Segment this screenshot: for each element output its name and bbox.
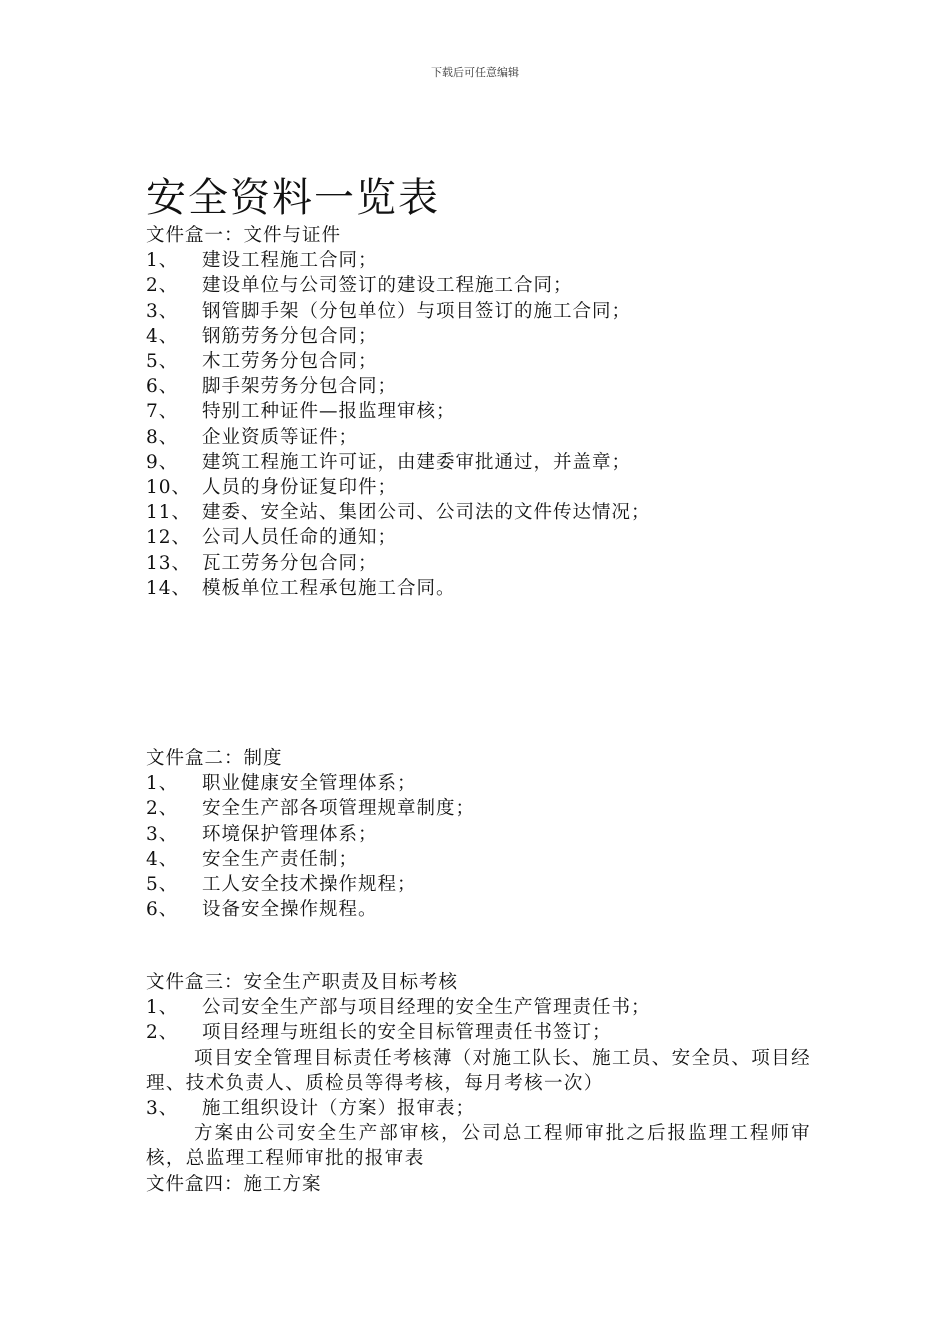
file-box-1-section: [146, 223, 811, 601]
list-item-text: 钢筋劳务分包合同；: [202, 325, 378, 347]
list-item-text: 安全生产责任制；: [202, 848, 359, 870]
list-item: [146, 576, 811, 601]
file-box-1-list: [146, 248, 811, 601]
list-item: [146, 399, 811, 424]
list-item: [146, 374, 811, 399]
file-box-3-heading: 文件盒三：安全生产职责及目标考核: [146, 972, 459, 993]
list-item-number: 1、: [146, 773, 179, 795]
list-item: [146, 1096, 811, 1121]
list-item-text: 建设工程施工合同；: [202, 250, 378, 272]
list-item-number: 10、: [146, 477, 192, 499]
list-item-number: 6、: [146, 376, 179, 398]
list-item-number: 1、: [146, 250, 179, 272]
list-item: [146, 796, 811, 821]
list-item: [146, 273, 811, 298]
list-item-number: 2、: [146, 275, 179, 297]
list-item-number: 5、: [146, 874, 179, 896]
approval-paragraph: 方案由公司安全生产部审核，公司总工程师审批之后报监理工程师审核，总监理工程师审批的报审表: [146, 1123, 811, 1170]
list-item-number: 8、: [146, 426, 179, 448]
list-item: [146, 995, 811, 1020]
list-item-text: 项目经理与班组长的安全目标管理责任书签订；: [202, 1022, 612, 1044]
list-item-number: 6、: [146, 899, 179, 921]
list-item-text: 人员的身份证复印件；: [202, 477, 398, 499]
file-box-2-section: [146, 746, 811, 922]
list-item: [146, 500, 811, 525]
document-title: 安全资料一览表: [146, 175, 440, 221]
list-item: [146, 425, 811, 450]
list-item-number: 11、: [146, 502, 192, 524]
list-item-text: 钢管脚手架（分包单位）与项目签订的施工合同；: [202, 300, 632, 322]
list-item-text: 特别工种证件—报监理审核；: [202, 401, 456, 423]
list-item-text: 模板单位工程承包施工合同。: [202, 577, 456, 599]
file-box-3-section: [146, 970, 811, 1197]
list-item-number: 9、: [146, 451, 179, 473]
list-item-number: 13、: [146, 552, 192, 574]
list-item: [146, 847, 811, 872]
list-item-text: 设备安全操作规程。: [202, 899, 378, 921]
list-item-number: 3、: [146, 1098, 179, 1120]
list-item: [146, 248, 811, 273]
list-item-text: 工人安全技术操作规程；: [202, 874, 417, 896]
list-item: [146, 551, 811, 576]
list-item-number: 1、: [146, 997, 179, 1019]
list-item: [146, 349, 811, 374]
list-item-text: 公司安全生产部与项目经理的安全生产管理责任书；: [202, 997, 651, 1019]
list-item-number: 4、: [146, 325, 179, 347]
list-item-text: 瓦工劳务分包合同；: [202, 552, 378, 574]
file-box-1-heading: 文件盒一：文件与证件: [146, 225, 342, 246]
list-item-number: 14、: [146, 577, 192, 599]
list-item: [146, 324, 811, 349]
file-box-2-heading: 文件盒二：制度: [146, 748, 283, 769]
list-item-number: 3、: [146, 300, 179, 322]
page-header-note: 下载后可任意编辑: [431, 66, 519, 79]
list-item-number: 2、: [146, 798, 179, 820]
list-item-text: 建筑工程施工许可证，由建委审批通过，并盖章；: [202, 451, 632, 473]
list-item-text: 企业资质等证件；: [202, 426, 359, 448]
list-item-text: 环境保护管理体系；: [202, 823, 378, 845]
list-item-number: 3、: [146, 823, 179, 845]
list-item-text: 建委、安全站、集团公司、公司法的文件传达情况；: [202, 502, 651, 524]
file-box-2-list: [146, 771, 811, 922]
list-item: [146, 897, 811, 922]
list-item-number: 4、: [146, 848, 179, 870]
list-item-text: 安全生产部各项管理规章制度；: [202, 798, 476, 820]
list-item-text: 脚手架劳务分包合同；: [202, 376, 398, 398]
list-item: [146, 450, 811, 475]
list-item: [146, 872, 811, 897]
file-box-4-heading: 文件盒四：施工方案: [146, 1173, 322, 1195]
list-item: [146, 822, 811, 847]
list-item-text: 建设单位与公司签订的建设工程施工合同；: [202, 275, 573, 297]
list-item: [146, 299, 811, 324]
list-item-text: 职业健康安全管理体系；: [202, 773, 417, 795]
list-item-text: 公司人员任命的通知；: [202, 527, 398, 549]
list-item-number: 5、: [146, 351, 179, 373]
list-item: [146, 525, 811, 550]
list-item: [146, 1020, 811, 1045]
list-item-number: 2、: [146, 1022, 179, 1044]
list-item: [146, 475, 811, 500]
list-item: [146, 771, 811, 796]
list-item-text: 木工劳务分包合同；: [202, 351, 378, 373]
assessment-paragraph: 项目安全管理目标责任考核薄（对施工队长、施工员、安全员、项目经理、技术负责人、质检员等得考核，每月考核一次）: [146, 1047, 811, 1094]
list-item-text: 施工组织设计（方案）报审表；: [202, 1098, 476, 1120]
list-item-number: 12、: [146, 527, 192, 549]
list-item-number: 7、: [146, 401, 179, 423]
